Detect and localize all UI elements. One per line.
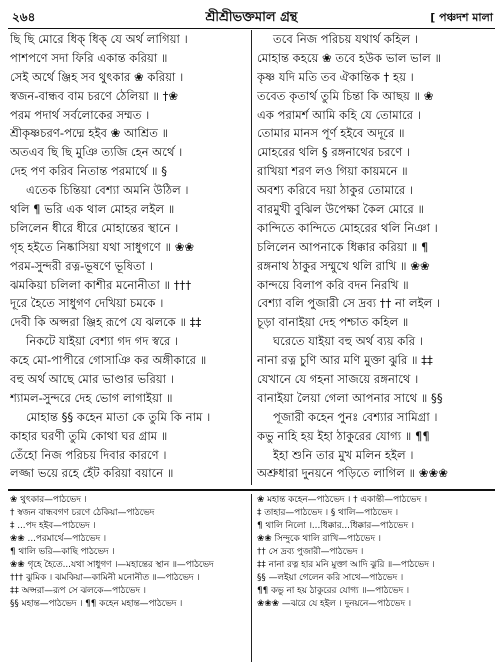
footnote-line: §§ মহান্ত—পাঠভেদ । ¶¶ কহেন মহান্ত—পাঠভেদ । — [10, 599, 183, 609]
chapter-label: [ পঞ্চদশ মালা — [430, 11, 493, 24]
book-title: শ্রীশ্রীভক্তমাল গ্রন্থ — [205, 10, 298, 25]
verse-line: তোমার মানস পূর্ণ হইবে অদূরে ॥ — [257, 126, 405, 141]
verse-line: চলিলেন আপনাকে ধিক্কার করিয়া ॥ ¶ — [257, 239, 429, 254]
verse-line: বহু অর্থ আছে মোর ভাণ্ডার ভরিয়া । — [10, 372, 174, 387]
verse-line: মোহরের থলি § রঙ্গনাথের চরণে । — [257, 145, 411, 160]
footnote-line: ❀ মহান্ত কহেন—পাঠভেদ । † একান্তী—পাঠভেদ । — [257, 495, 427, 505]
verse-columns — [8, 30, 495, 485]
footnote-line: ‡ তাহার—পাঠভেদ । § থালি—পাঠভেদ । — [257, 508, 399, 518]
footnote-line: ¶ থালি ভরি—কাছি পাঠভেদ । — [10, 547, 115, 557]
verse-line: মোহান্ত কহয়ে ❀ তবে হউক ভাল ভাল ॥ — [257, 50, 442, 65]
verse-line: চূড়া বানাইয়া দেহ পশ্চাত কহিল ॥ — [257, 315, 409, 330]
footnote-line: §§ —লইয়া গেলেন করি সাথে—পাঠভেদ । — [257, 573, 404, 583]
verse-line: থলি ¶ ভরি এক থাল মোহর লইল ॥ — [10, 202, 175, 217]
left-footnotes — [10, 494, 247, 662]
verse-line: ঝমকিয়া চলিলা কাশীর মনোনীতা ॥ ††† — [10, 277, 192, 292]
verse-line: এক পরামর্শ আমি কহি যে তোমারে । — [257, 107, 421, 122]
footnote-rule — [8, 489, 495, 491]
verse-line: ছি ছি মোরে ধিক্ ধিক্ যে অর্থ লাগিয়া । — [10, 32, 188, 46]
column-divider — [251, 30, 252, 485]
verse-line: পরম-সুন্দরী রত্ন-ভূষণে ভূষিতা । — [10, 258, 153, 273]
verse-line: বেশ্যা বলি পুজারী সে দ্রব্য †† না লইল । — [257, 296, 441, 311]
verse-line: কান্দয়ে বিলাপ করি বদন নিরখি ॥ — [257, 277, 409, 292]
footnote-line: ††† ঝুমিক । ঝমকিয়া—কামিনী মনোনীত ॥—পাঠভেদ । — [10, 573, 200, 583]
verse-line: লজ্জা ভয়ে রহে হেঁট করিয়া বয়ানে ॥ — [10, 466, 174, 481]
right-verse-column — [257, 30, 492, 485]
footnote-divider — [251, 494, 252, 662]
page-number: ২৬৪ — [12, 10, 36, 24]
verse-line: নানা রত্ন চুণি আর মণি মুক্তা ঝুরি ॥ ‡‡ — [257, 353, 433, 368]
verse-line: পাশপণে সদা ফিরি একান্ত করিয়া ॥ — [10, 50, 168, 65]
verse-line: অতএব ছি ছি মুঞি ত্যজি হেন অর্থে । — [10, 145, 183, 160]
verse-line: এতেক চিন্তিয়া বেশ্যা অমনি উঠিল । — [26, 183, 189, 198]
verse-line: গৃহ হইতে নিষ্কাসিয়া যথা সাধুগণে ॥ ❀❀ — [10, 239, 195, 254]
right-footnotes — [257, 494, 494, 662]
footnote-line: ❀❀ সিন্দুকে থালি রাখি—পাঠভেদ । — [257, 534, 381, 544]
page-header — [8, 6, 495, 29]
verse-line: রঙ্গনাথ ঠাকুর সম্মুখে থলি রাখি ॥ ❀❀ — [257, 258, 430, 273]
verse-line: নিকটে যাইয়া বেশ্যা গদ গদ স্বরে । — [26, 334, 179, 349]
footnote-line: ¶¶ কভু না হয় ঠাকুরের যোগ্য ॥—পাঠভেদ । — [257, 586, 410, 596]
verse-line: ঘরেতে যাইয়া বহু অর্থ ব্যয় করি । — [273, 334, 423, 349]
verse-line: শ্যামল-সুন্দরে দেহ ভোগ লাগাইয়া ॥ — [10, 390, 173, 405]
verse-line — [257, 483, 492, 485]
footnote-line: ❀❀ গৃহে হৈতে...যথা সাধুগণ ।—মহান্তের স্থান ॥—পাঠভেদ — [10, 560, 214, 570]
footnote-line: ❀ থুৎকার—পাঠভেদ । — [10, 495, 87, 505]
verse-line: বারমুখী বুঝিল উপেক্ষা কৈল মোরে ॥ — [257, 202, 425, 217]
footnote-line: ‡ ...পদ হইব—পাঠভেদ । — [10, 521, 96, 531]
verse-line: তবে নিজ পরিচয় যথার্থ কহিল । — [273, 32, 418, 46]
footnote-line: ‡‡ অপ্সরা—রূপ সে ঝলকে—পাঠভেদ । — [10, 586, 146, 596]
verse-line: শ্রীকৃষ্ণচরণ-পদ্মে হইব ❀ আশ্রিত ॥ — [10, 126, 169, 141]
verse-line: তবেত কৃতার্থ তুমি চিন্তা কি আছয় ॥ ❀ — [257, 88, 434, 103]
verse-line: দেহ পণ করিব নিতান্ত পরমার্থে ॥ § — [10, 164, 167, 179]
verse-line: কৃষ্ণ যদি মতি তব ঐকান্তিক † হয় । — [257, 69, 414, 84]
verse-line: তেঁহো নিজ পরিচয় দিবার কারণে । — [10, 447, 167, 462]
verse-line: কভু নাহি হয় ইহা ঠাকুরের যোগ্য ॥ ¶¶ — [257, 428, 430, 443]
verse-line: দেবী কি অপ্সরা ঞ্জিহ রূপে যে ঝলকে ॥ ‡‡ — [10, 315, 202, 330]
verse-line: অবশ্য করিবে দয়া ঠাকুর তোমারে । — [257, 183, 414, 198]
verse-line: মোহান্ত §§ কহেন মাতা কে তুমি কি নাম । — [26, 409, 211, 424]
verse-line: সেই অর্থে ঞ্জিহ সব থুৎকার ❀ করিয়া । — [10, 69, 184, 84]
verse-line: কাহার ঘরণী তুমি কোথা ঘর গ্রাম ॥ — [10, 428, 168, 443]
footnote-line: ❀❀ ...পরমার্থে—পাঠভেদ । — [10, 534, 107, 544]
verse-line: অশ্রুধারা দুনয়নে পড়িতে লাগিল ॥ ❀❀❀ — [257, 466, 448, 481]
verse-line: যেখানে যে গহনা সাজয়ে রঙ্গনাথে । — [257, 372, 419, 387]
verse-line: পরম পদার্থ সর্বলোকের সম্মত । — [10, 107, 150, 122]
verse-line: দূরে হৈতে সাধুগণ দেখিয়া চমকে । — [10, 296, 164, 311]
footnote-line: † স্বজন বান্ধবগণ চরণে ঠেকিয়া—পাঠভেদ — [10, 508, 155, 518]
verse-line — [10, 483, 245, 485]
verse-line: স্বজন-বান্ধব বাম চরণে ঠেলিয়া ॥ †❀ — [10, 88, 179, 103]
verse-line: পূজারী কহেন পুনঃ বেশ্যার সামিগ্রা । — [273, 409, 438, 424]
verse-line: রাখিয়া শরণ লও গিয়া কায়মনে ॥ — [257, 164, 408, 179]
verse-line: ইহা শুনি তার মুখ মলিন হইল । — [273, 447, 414, 462]
footnote-line: ¶ থালি নিলো ।...ধিক্কার...ধিক্কার—পাঠভেদ । — [257, 521, 414, 531]
verse-line: কান্দিতে কান্দিতে মোহরের থলি নিঞা । — [257, 220, 438, 235]
footnote-line: †† সে দ্রব্য পুজারী—পাঠভেদ । — [257, 547, 364, 557]
footnote-line: ‡‡ নানা রত্ন হার মনি মুক্তা আদি ঝুরি ॥—পাঠভেদ । — [257, 560, 435, 570]
footnote-line: ❀❀❀ —ঝরে যে হইল । দুনয়নে—পাঠভেদ । — [257, 599, 411, 609]
verse-line: বানাইয়া লৈয়া গেলা আপনার সাথে ॥ §§ — [257, 390, 443, 405]
verse-line: চলিলেন ধীরে ধীরে মোহান্তের স্থানে । — [10, 220, 179, 235]
footnotes — [8, 494, 495, 662]
left-verse-column — [10, 30, 245, 485]
verse-line: কহে মো-পাপীরে গোসাঞি কর অঙ্গীকারে ॥ — [10, 353, 207, 368]
